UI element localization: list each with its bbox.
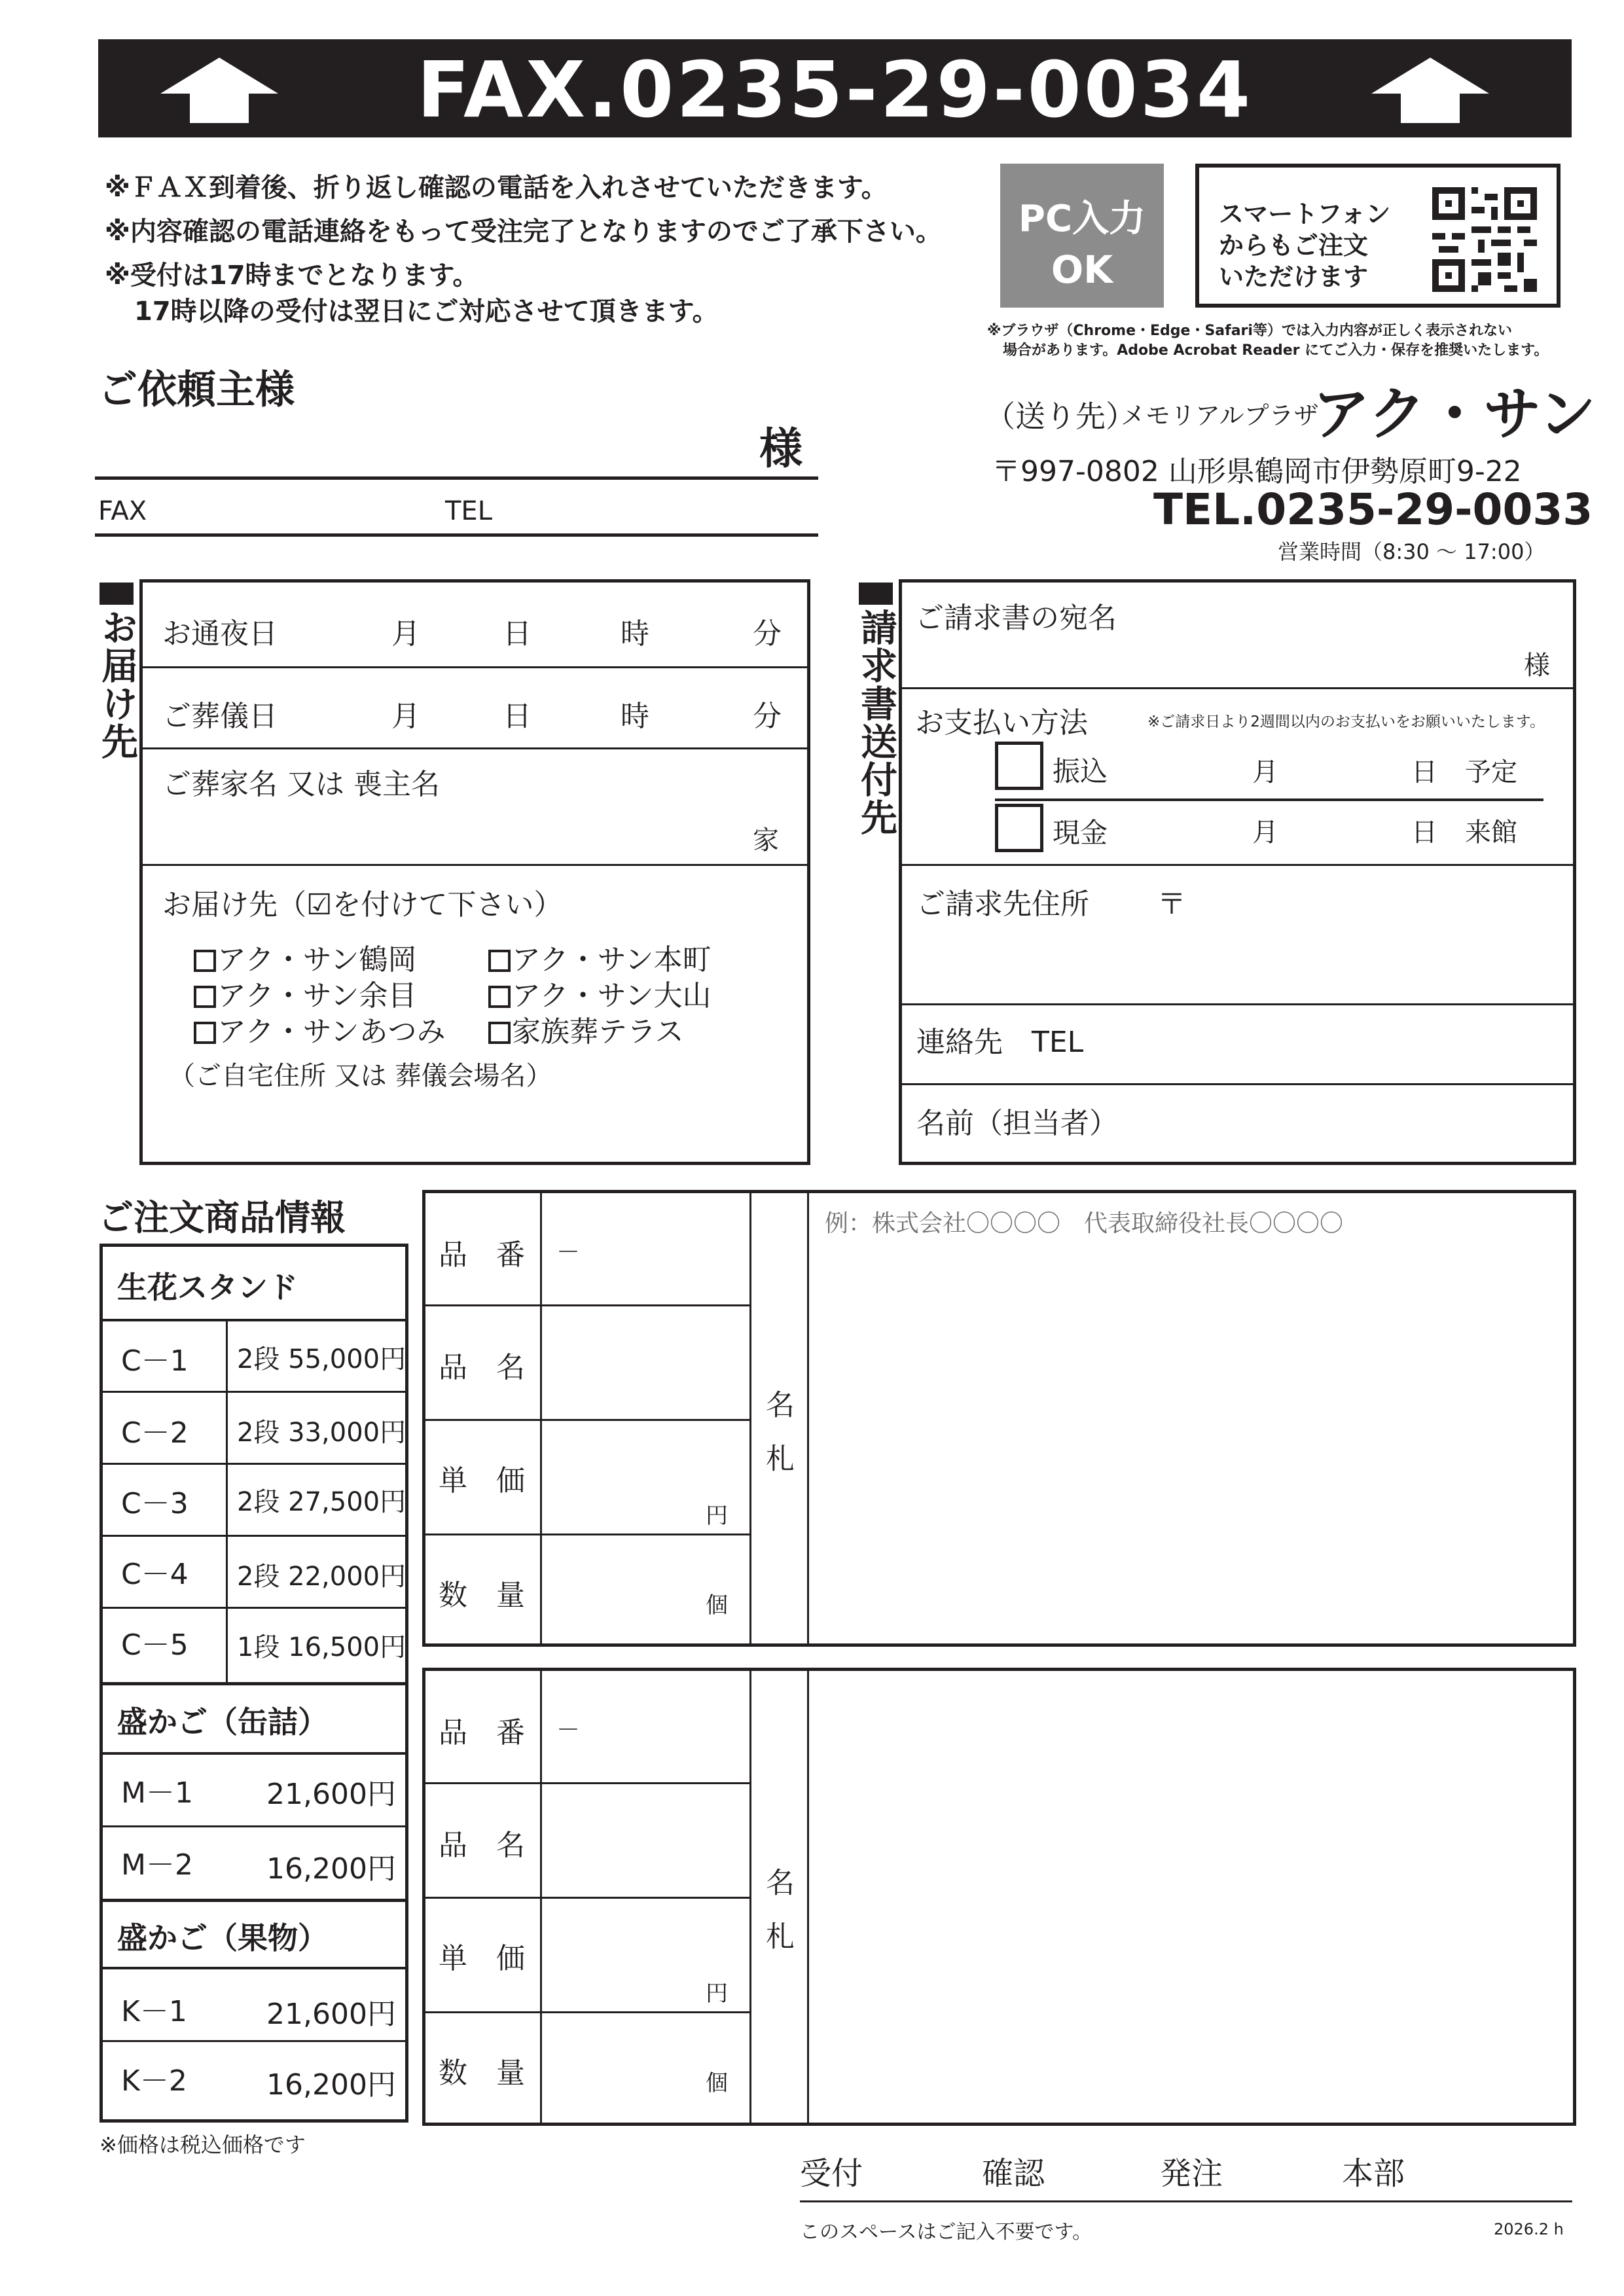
row-divider — [103, 1967, 405, 1969]
fax-number: FAX.0235-29-0034 — [416, 45, 1254, 135]
unit-price-label: 単 価 — [439, 1942, 525, 1975]
client-name-underline — [95, 476, 818, 480]
column-divider — [540, 1193, 542, 1643]
price-item-code: C－4 — [121, 1558, 189, 1591]
client-contact-underline — [95, 533, 818, 537]
billing-address-field-2[interactable] — [922, 929, 1559, 967]
price-item-code: C－5 — [121, 1628, 189, 1662]
cash-visit-label: 来館 — [1465, 817, 1517, 848]
billing-contact-label: 連絡先 TEL — [916, 1026, 1084, 1059]
nameplate-field[interactable] — [818, 1246, 1567, 1634]
row-divider — [103, 1319, 405, 1321]
addressee-label: ご請求書の宛名 — [915, 601, 1117, 635]
item-no-field[interactable] — [583, 1707, 742, 1745]
price-section-heading: 盛かご（缶詰） — [117, 1704, 328, 1740]
client-tel-label: TEL — [445, 496, 492, 526]
stamp-confirm: 確認 — [982, 2155, 1045, 2192]
billing-postal-mark: 〒 — [1157, 888, 1186, 921]
footer-note: このスペースはご記入不要です。 — [800, 2221, 1092, 2244]
price-section-heading: 盛かご（果物） — [117, 1920, 328, 1956]
column-divider — [807, 1193, 809, 1643]
item-no-field[interactable] — [583, 1229, 742, 1267]
nameplate-example: 例：株式会社〇〇〇〇 代表取締役社長〇〇〇〇 — [825, 1210, 1344, 1237]
unit-price-label: 単 価 — [439, 1464, 525, 1498]
order-form-1 — [422, 1190, 1576, 1647]
smartphone-order-box: スマートフォン からもご注文 いただけます — [1195, 164, 1561, 308]
transfer-month-label: 月 — [1252, 757, 1278, 787]
addressee-suffix: 様 — [1524, 651, 1550, 681]
yen-unit: 円 — [706, 1981, 728, 2007]
wake-day-label: 日 — [503, 617, 532, 651]
unit-price-field[interactable] — [556, 1455, 729, 1493]
price-item-price: 2段 27,500円 — [237, 1487, 406, 1517]
section-marker — [99, 583, 134, 605]
family-name-field[interactable] — [162, 805, 741, 846]
item-name-label: 品 名 — [439, 1351, 525, 1384]
option-amarume[interactable]: アク・サン余目 — [194, 972, 416, 1014]
quantity-label: 数 量 — [439, 1579, 525, 1612]
quantity-label: 数 量 — [439, 2056, 525, 2090]
notice-1: ※ＦＡＸ到着後、折り返し確認の電話を入れさせていただきます。 — [105, 173, 888, 203]
payment-divider — [995, 798, 1543, 801]
price-list-table — [99, 1244, 408, 2123]
funeral-day-label: 日 — [503, 700, 532, 733]
price-item-price: 21,600円 — [266, 1778, 396, 1811]
client-title: ご依頼主様 — [98, 367, 295, 413]
transfer-day-label: 日 — [1411, 757, 1437, 787]
option-honcho[interactable]: アク・サン本町 — [488, 936, 711, 978]
item-name-field[interactable] — [556, 1340, 742, 1378]
recipient-hours: 営業時間（8:30 〜 17:00） — [1278, 539, 1545, 564]
footer-divider — [800, 2200, 1572, 2202]
row-divider — [103, 1391, 405, 1393]
delivery-address-note: （ご自宅住所 又は 葬儀会場名） — [169, 1061, 552, 1091]
client-name-field[interactable] — [98, 419, 755, 473]
delivery-place-heading: お届け先（☑を付けて下さい） — [162, 888, 563, 922]
checkbox[interactable] — [194, 950, 216, 972]
item-no-dash: － — [556, 1717, 581, 1744]
price-item-price: 2段 33,000円 — [237, 1418, 406, 1448]
unit-price-field[interactable] — [556, 1933, 729, 1971]
delivery-side-label: お届け先 — [96, 609, 138, 761]
price-item-code: M－2 — [121, 1848, 193, 1882]
checkbox[interactable] — [488, 950, 511, 972]
recipient-company-small: メモリアルプラザ — [1121, 401, 1319, 430]
billing-tel-field[interactable] — [1118, 1016, 1559, 1054]
column-divider — [807, 1671, 809, 2123]
row-divider — [103, 1607, 405, 1609]
cash-day-label: 日 — [1411, 817, 1437, 848]
yen-unit: 円 — [706, 1503, 728, 1529]
wake-label: お通夜日 — [162, 617, 278, 651]
billing-person-label: 名前（担当者） — [916, 1107, 1118, 1140]
item-name-field[interactable] — [556, 1818, 742, 1856]
cash-checkbox[interactable] — [995, 804, 1043, 852]
price-item-code: C－1 — [121, 1344, 189, 1378]
quantity-field[interactable] — [556, 1570, 729, 1607]
funeral-hour-label: 時 — [621, 700, 649, 733]
row-divider — [902, 1083, 1573, 1085]
row-divider — [143, 666, 807, 668]
fax-header-bar — [98, 39, 1572, 137]
qr-code-icon[interactable] — [1432, 187, 1537, 292]
price-item-code: M－1 — [121, 1776, 193, 1810]
price-item-price: 16,200円 — [266, 1852, 396, 1886]
wake-hour-label: 時 — [621, 617, 649, 651]
row-divider — [143, 747, 807, 749]
billing-person-field[interactable] — [1144, 1097, 1559, 1135]
row-divider — [902, 1003, 1573, 1005]
row-divider — [425, 1304, 751, 1306]
checkbox[interactable] — [194, 1022, 216, 1044]
notice-3: ※受付は17時までとなります。 — [105, 260, 479, 291]
row-divider — [425, 1534, 751, 1535]
funeral-minute-label: 分 — [753, 700, 782, 733]
transfer-planned-label: 予定 — [1465, 757, 1517, 787]
row-divider — [425, 2011, 751, 2013]
price-item-price: 21,600円 — [266, 1998, 396, 2031]
family-suffix: 家 — [753, 825, 779, 855]
browser-note-2: 場合があります。Adobe Acrobat Reader にてご入力・保存を推奨いたします。 — [1003, 342, 1549, 359]
checkbox[interactable] — [488, 986, 511, 1008]
row-divider — [103, 1463, 405, 1465]
price-section-heading: 生花スタンド — [117, 1270, 298, 1305]
payment-note: ※ご請求日より2週間以内のお支払いをお願いいたします。 — [1147, 713, 1545, 730]
recipient-tel: TEL.0235-29-0033 — [1153, 484, 1593, 535]
row-divider — [103, 1752, 405, 1755]
row-divider — [103, 1535, 405, 1537]
pc-input-badge: PC入力 OK — [1000, 164, 1164, 308]
family-name-label: ご葬家名 又は 喪主名 — [162, 768, 440, 801]
transfer-checkbox[interactable] — [995, 742, 1043, 790]
option-family-terrace[interactable]: 家族葬テラス — [488, 1008, 684, 1050]
wake-month-field[interactable] — [424, 609, 479, 647]
cash-month-label: 月 — [1252, 817, 1278, 848]
column-divider — [226, 1319, 228, 1683]
stamp-reception: 受付 — [800, 2155, 863, 2192]
row-divider — [425, 1897, 751, 1899]
section-divider — [103, 1899, 405, 1902]
client-tel-field[interactable] — [511, 492, 814, 530]
tax-note: ※価格は税込価格です — [99, 2132, 306, 2157]
delivery-box — [139, 579, 810, 1165]
addressee-field[interactable] — [922, 635, 1500, 673]
form-version: 2026.2 h — [1494, 2220, 1564, 2238]
row-divider — [425, 1419, 751, 1421]
price-item-code: K－2 — [121, 2064, 187, 2098]
notice-4: 17時以降の受付は翌日にご対応させて頂きます。 — [134, 296, 719, 327]
client-fax-field[interactable] — [164, 492, 441, 530]
option-atsumi[interactable]: アク・サンあつみ — [194, 1008, 445, 1050]
funeral-month-field[interactable] — [424, 691, 479, 729]
column-divider — [749, 1193, 751, 1643]
nameplate-label: 名札 — [761, 1390, 794, 1497]
recipient-prefix: （送り先） — [985, 399, 1136, 434]
recipient-address: 〒997-0802 山形県鶴岡市伊勢原町9-22 — [992, 455, 1522, 488]
order-form-2 — [422, 1668, 1576, 2126]
section-divider — [103, 1682, 405, 1685]
wake-minute-label: 分 — [753, 617, 782, 651]
item-no-label: 品 番 — [439, 1716, 525, 1749]
product-info-title: ご注文商品情報 — [98, 1197, 346, 1238]
option-oyama[interactable]: アク・サン大山 — [488, 972, 711, 1014]
nameplate-label: 名札 — [761, 1867, 794, 1975]
cash-label: 現金 — [1053, 817, 1108, 849]
row-divider — [103, 1825, 405, 1827]
row-divider — [103, 2040, 405, 2042]
section-marker — [859, 583, 893, 605]
option-tsuruoka[interactable]: アク・サン鶴岡 — [194, 936, 416, 978]
item-name-label: 品 名 — [439, 1829, 525, 1862]
row-divider — [425, 1782, 751, 1784]
billing-address-field[interactable] — [1190, 877, 1559, 915]
recipient-company-name: アク・サン — [1312, 380, 1596, 448]
client-name-suffix: 様 — [759, 423, 803, 474]
price-item-code: C－2 — [121, 1416, 189, 1450]
price-item-price: 2段 55,000円 — [237, 1344, 406, 1374]
pieces-unit: 個 — [706, 2070, 728, 2096]
billing-box — [899, 579, 1576, 1165]
row-divider — [902, 687, 1573, 689]
transfer-label: 振込 — [1053, 755, 1108, 787]
funeral-month-label: 月 — [391, 700, 420, 733]
price-item-code: K－1 — [121, 1995, 187, 2028]
client-fax-label: FAX — [98, 496, 147, 526]
price-item-price: 1段 16,500円 — [237, 1632, 406, 1662]
checkbox[interactable] — [488, 1022, 511, 1044]
nameplate-field[interactable] — [818, 1684, 1567, 2112]
browser-note-1: ※ブラウザ（Chrome・Edge・Safari等）では入力内容が正しく表示されない — [987, 323, 1512, 339]
row-divider — [143, 864, 807, 866]
checkbox[interactable] — [194, 986, 216, 1008]
price-item-price: 16,200円 — [266, 2068, 396, 2102]
billing-address-label: ご請求先住所 — [916, 888, 1089, 921]
row-divider — [902, 864, 1573, 866]
up-arrow-icon — [1371, 58, 1489, 123]
funeral-label: ご葬儀日 — [162, 700, 278, 733]
stamp-headquarters: 本部 — [1342, 2155, 1405, 2192]
notice-2: ※内容確認の電話連絡をもって受注完了となりますのでご了承下さい。 — [105, 217, 942, 247]
price-item-price: 2段 22,000円 — [237, 1562, 406, 1592]
price-item-code: C－3 — [121, 1487, 189, 1520]
item-no-label: 品 番 — [439, 1238, 525, 1272]
pieces-unit: 個 — [706, 1592, 728, 1619]
billing-side-label: 請求書送付先 — [855, 609, 897, 836]
payment-method-label: お支払い方法 — [915, 706, 1088, 740]
delivery-address-field[interactable] — [162, 1100, 793, 1140]
stamp-order: 発注 — [1160, 2155, 1223, 2192]
quantity-field[interactable] — [556, 2047, 729, 2085]
wake-month-label: 月 — [391, 617, 420, 651]
item-no-dash: － — [556, 1239, 581, 1266]
